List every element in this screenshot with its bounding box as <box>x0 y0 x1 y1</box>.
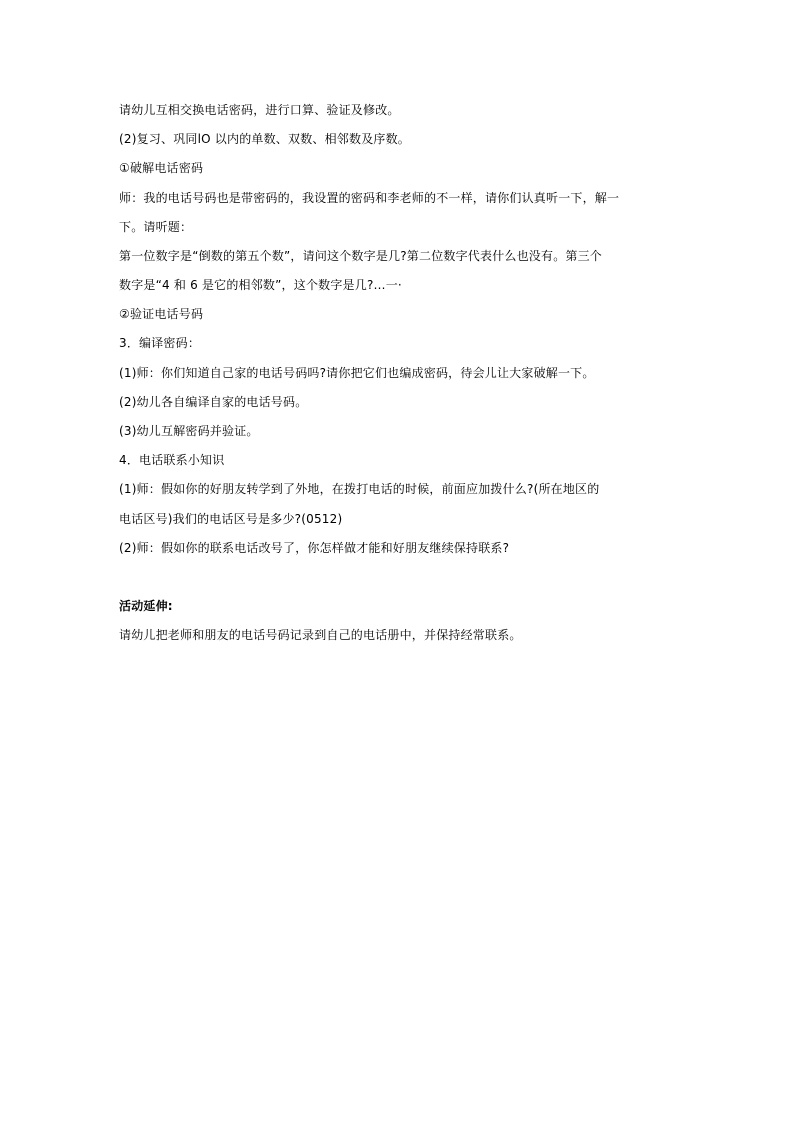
text-line: (2)幼儿各自编译自家的电话号码。 <box>119 395 308 409</box>
section-heading: 3．编译密码： <box>119 336 201 350</box>
text-line: 数字是“4 和 6 是它的相邻数”，这个数字是几?…一· <box>119 278 402 292</box>
section-heading: 4．电话联系小知识 <box>119 453 225 467</box>
section-heading: ①破解电话密码 <box>119 161 204 175</box>
text-line: 下。请听题： <box>119 220 193 234</box>
text-line: 第一位数字是“倒数的第五个数”，请问这个数字是几?第二位数字代表什么也没有。第三个 <box>119 249 603 263</box>
text-line: (3)幼儿互解密码并验证。 <box>119 424 259 438</box>
text-line: 请幼儿互相交换电话密码，进行口算、验证及修改。 <box>119 103 400 117</box>
text-line: (1)师：假如你的好朋友转学到了外地，在拨打电话的时候，前面应加拨什么?(所在地区的 <box>119 482 600 496</box>
text-line: (2)师：假如你的联系电话改号了，你怎样做才能和好朋友继续保持联系? <box>119 541 510 555</box>
text-line: 师：我的电话号码也是带密码的，我设置的密码和李老师的不一样，请你们认真听一下，解一 <box>119 191 620 205</box>
text-line: (1)师：你们知道自己家的电话号码吗?请你把它们也编成密码，待会儿让大家破解一下。 <box>119 366 595 380</box>
section-heading: ②验证电话号码 <box>119 307 204 321</box>
extension-text: 请幼儿把老师和朋友的电话号码记录到自己的电话册中，并保持经常联系。 <box>119 628 522 642</box>
extension-heading: 活动延伸: <box>119 599 173 613</box>
text-line: 电话区号)我们的电话区号是多少?(0512) <box>119 512 343 526</box>
text-line: (2)复习、巩同lO 以内的单数、双数、相邻数及序数。 <box>119 132 410 146</box>
